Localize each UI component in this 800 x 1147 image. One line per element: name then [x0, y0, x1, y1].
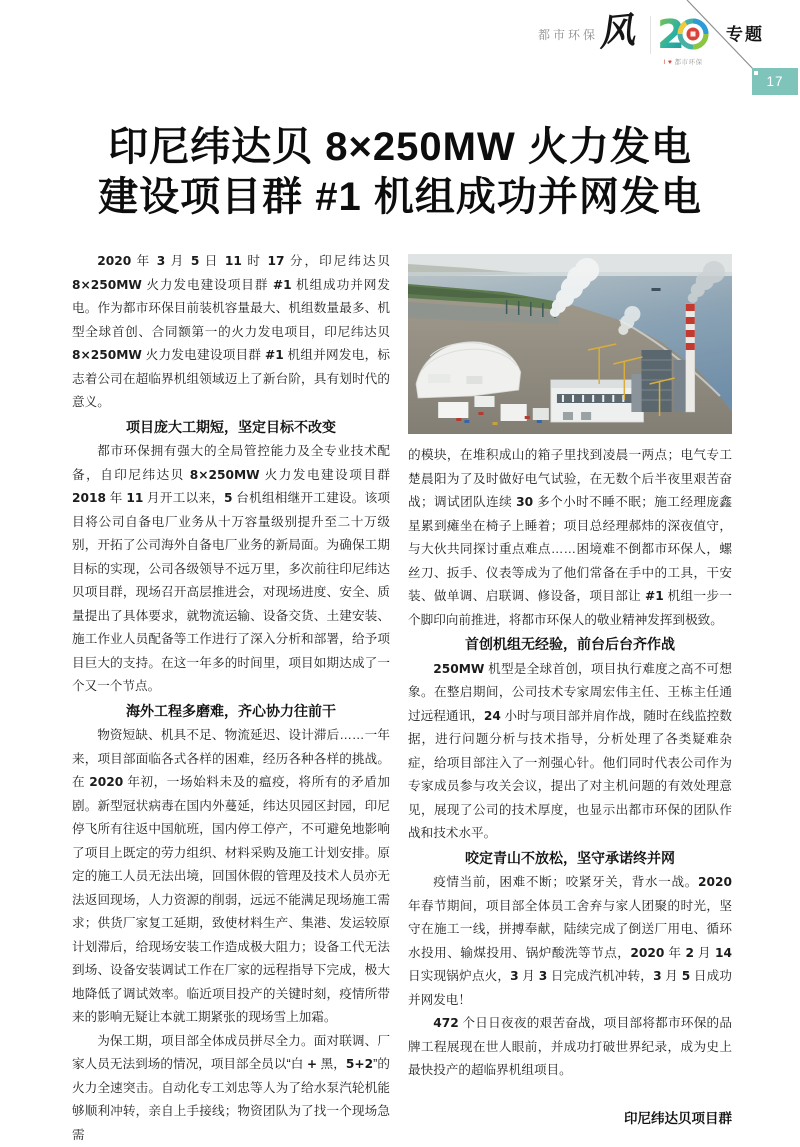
paragraph: 疫情当前，困难不断；咬紧牙关，背水一战。2020 年春节期间，项目部全体员工舍弃与家人团聚的时光，坚守在施工一线，拼搏奉献，陆续完成了倒送厂用电、循环水投用、输煤投用、锅炉酸洗等节点，2020 年 2 月 14 日实现锅炉点火，3 月 3 日完成汽机冲转，3 月 5 日成功并网发电！ [408, 871, 732, 1012]
page-number-box [752, 68, 798, 95]
paragraph: 250MW 机型是全球首创，项目执行难度之高不可想象。在整启期间，公司技术专家周宏伟主任、王栋主任通过远程通讯，24 小时与项目部并肩作战，随时在线监控数据，进行问题分析与技术指导，分析处理了各类疑难杂症，给项目部注入了一剂强心针。他们同时代表公司作为专家成员参与攻关会议，提出了对主机问题的有效处理意见，展现了公司的技术厚度，也显示出都市环保的团队作战和技术水平。 [408, 658, 732, 846]
paragraph: 的模块，在堆积成山的箱子里找到凌晨一两点；电气专工楚晨阳为了及时做好电气试验，在无数个后半夜里艰苦奋战；调试团队连续 30 多个小时不睡不眠；施工经理庞鑫星累到瘫坐在椅子上睡着；项目总经理郝炜的深夜值守，与大伙共同探讨重点难点……困境难不倒都市环保人，螺丝刀、扳手、仪表等成为了他们常备在手中的工具，干安装、做单调、启联调、修设备，项目部让 #1 机组一步一个脚印向前推进，将都市环保人的敬业精神发挥到极致。 [408, 444, 732, 632]
page-number: 17 [752, 68, 798, 95]
anniversary-digit-2: 2 [657, 12, 685, 54]
title-line-2: 建设项目群 #1 机组成功并网发电 [0, 172, 800, 222]
power-plant-aerial-illustration [408, 254, 732, 434]
article-title [0, 122, 800, 222]
left-column [72, 250, 390, 1147]
construction-site-photo [408, 254, 732, 434]
anniversary-tagline: I ♥ 都市环保 [656, 59, 710, 67]
calligraphy-logo-icon: 风 [595, 2, 636, 56]
paragraph: 2020 年 3 月 5 日 11 时 17 分，印尼纬达贝 8×250MW 火力发电建设项目群 #1 机组成功并网发电。作为都市环保目前装机容量最大、机组数量最多、机型全球首创、合同额第一的火力发电项目，印尼纬达贝 8×250MW 火力发电建设项目群 #1 机组并网发电，标志着公司在超临界机组领域迈上了新台阶，具有划时代的意义。 [72, 250, 390, 415]
paragraph: 472 个日日夜夜的艰苦奋战，项目部将都市环保的品牌工程展现在世人眼前，并成功打破世界纪录，成为史上最快投产的超临界机组项目。 [408, 1012, 732, 1083]
section-heading: 海外工程多磨难，齐心协力往前干 [72, 699, 390, 725]
paragraph: 都市环保拥有强大的全局管控能力及全专业技术配备，自印尼纬达贝 8×250MW 火力发电建设项目群 2018 年 11 月开工以来，5 台机组相继开工建设。该项目将公司自备电厂业务从十万容量级别提升至二十万级别，开拓了公司海外自备电厂业务的新局面。为确保工期目标的实现，公司各级领导不远万里，多次前往印尼纬达贝项目群，现场召开高层推进会，对现场进度、安全、质量提出了具体要求，就物流运输、设备交货、土建安装、施工作业人员配备等工作进行了深入分析和部署，给予项目巨大的支持。在这一年多的时间里，项目如期达成了一个又一个节点。 [72, 440, 390, 699]
section-heading: 首创机组无经验，前台后台齐作战 [408, 632, 732, 658]
header-divider [650, 16, 651, 54]
paragraph: 为保工期，项目部全体成员拼尽全力。面对联调、厂家人员无法到场的情况，项目部全员以“白 + 黑，5+2”的火力全速突击。自动化专工刘忠等人为了给水泵汽轮机能够顺利冲转，亲自上手接线；物资团队为了找一个现场急需 [72, 1030, 390, 1147]
title-line-1: 印尼纬达贝 8×250MW 火力发电 [0, 122, 800, 172]
heart-icon: I ♥ [663, 59, 672, 66]
byline: 印尼纬达贝项目群 [408, 1107, 732, 1131]
brand-name: 都市环保 [538, 26, 598, 43]
section-label: 专题 [726, 20, 764, 45]
section-heading: 项目庞大工期短，坚定目标不改变 [72, 415, 390, 441]
paragraph: 物资短缺、机具不足、物流延迟、设计滞后……一年来，项目部面临各式各样的困难，经历各种各样的挑战。在 2020 年初，一场始料未及的瘟疫，将所有的矛盾加剧。新型冠状病毒在国内外蔓延，纬达贝园区封园，印尼停飞所有往返中国航班，国内停工停产，不可避免地影响了项目上既定的劳力组织、材料采购及施工计划安排。原定的施工人员无法出境，回国休假的管理及技术人员亦无法返回现场，人力资源的削弱，远远不能满足现场施工需求；供货厂家复工延期，致使材料生产、集港、发运较原计划滞后，给现场安装工作造成极大阻力；设备工代无法到场、设备安装调试工作在厂家的远程指导下完成，极大地降低了调试效率。临近项目投产的关键时刻，疫情所带来的影响无疑让本就工期紧张的现场雪上加霜。 [72, 724, 390, 1030]
right-column [408, 250, 732, 1130]
section-heading: 咬定青山不放松，坚守承诺终并网 [408, 846, 732, 872]
